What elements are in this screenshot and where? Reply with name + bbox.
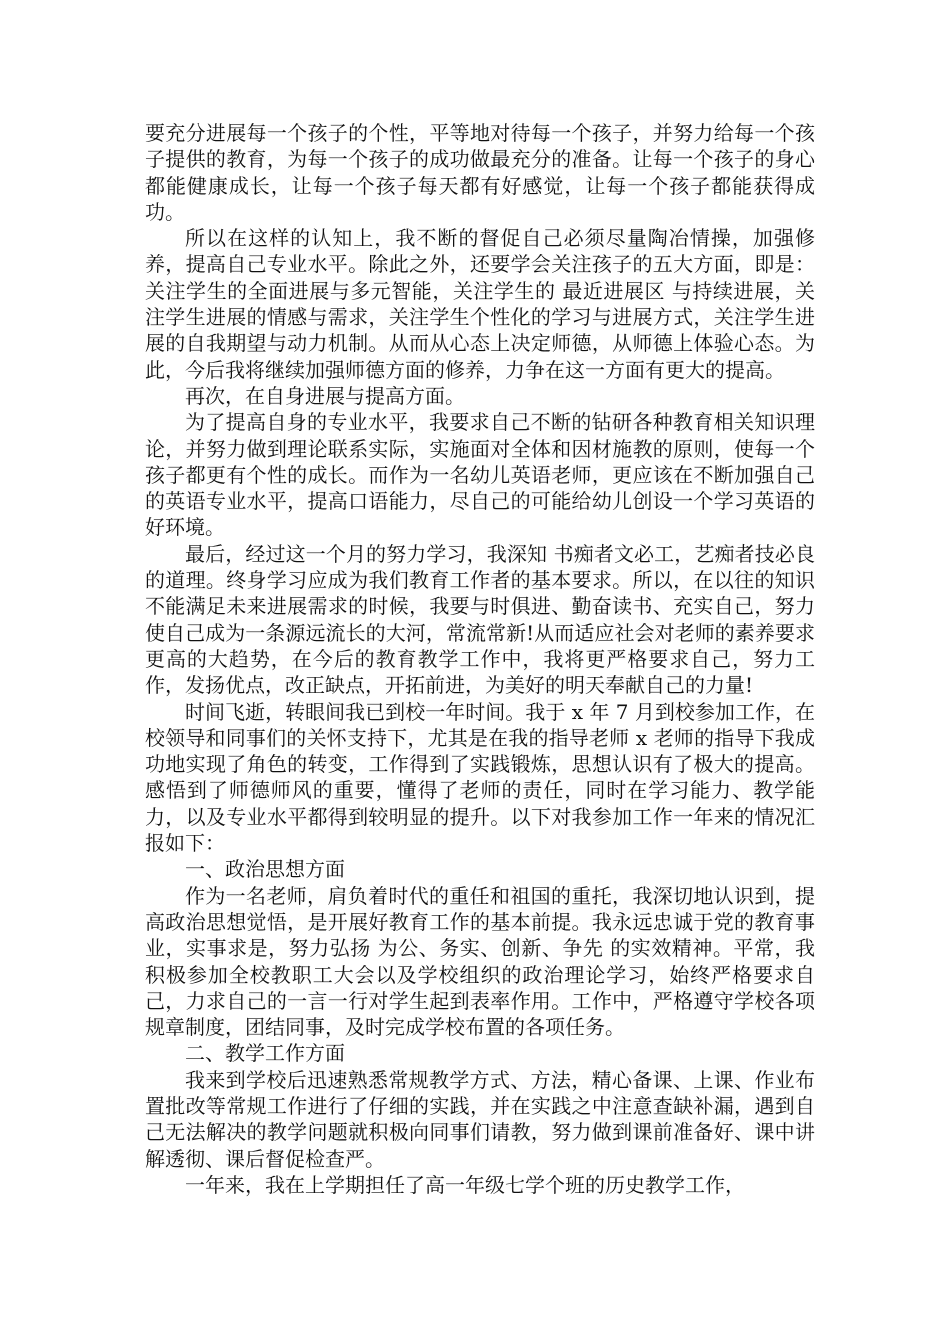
paragraph-8: 我来到学校后迅速熟悉常规教学方式、方法，精心备课、上课、作业布置批改等常规工作进行了仔细的实践，并在实践之中注意查缺补漏，遇到自己无法解决的教学问题就积极向同事们请教，努力做到课前准备好、课中讲解透彻、课后督促检查严。 [145,1067,815,1171]
section-heading-teaching: 二、教学工作方面 [185,1041,345,1066]
paragraph-2: 所以在这样的认知上，我不断的督促自己必须尽量陶冶情操，加强修养，提高自己专业水平。除此之外，还要学会关注孩子的五大方面，即是：关注学生的全面进展与多元智能，关注学生的 最近进展区 与持续进展，关注学生进展的情感与需求，关注学生个性化的学习与进展方式，关注学生进展的自我期望与动力机制。从而从心态上决定师德，从师德上体验心态。为此，今后我将继续加强师德方面的修养，力争在这一方面有更大的提高。 [145,226,815,382]
document-page [145,120,815,1198]
paragraph-7: 作为一名老师，肩负着时代的重任和祖国的重托，我深切地认识到，提高政治思想觉悟，是开展好教育工作的基本前提。我永远忠诚于党的教育事业，实事求是，努力弘扬 为公、务实、创新、争先 的实效精神。平常，我积极参加全校教职工大会以及学校组织的政治理论学习，始终严格要求自己，力求自己的一言一行对学生起到表率作用。工作中，严格遵守学校各项规章制度，团结同事，及时完成学校布置的各项任务。 [145,883,815,1040]
paragraph-9: 一年来，我在上学期担任了高一年级七学个班的历史教学工作， [185,1172,745,1197]
paragraph-1: 要充分进展每一个孩子的个性，平等地对待每一个孩子，并努力给每一个孩子提供的教育，为每一个孩子的成功做最充分的准备。让每一个孩子的身心都能健康成长，让每一个孩子每天都有好感觉，让每一个孩子都能获得成功。 [145,121,815,224]
paragraph-3: 再次，在自身进展与提高方面。 [185,383,465,408]
paragraph-6: 时间飞逝，转眼间我已到校一年时间。我于 x 年 7 月到校参加工作，在校领导和同事们的关怀支持下，尤其是在我的指导老师 x 老师的指导下我成功地实现了角色的转变，工作得到了实践锻炼，思想认识有了极大的提高。感悟到了师德师风的重要，懂得了老师的责任，同时在学习能力、教学能力，以及专业水平都得到较明显的提升。以下对我参加工作一年来的情况汇报如下： [145,699,815,856]
paragraph-5: 最后，经过这一个月的努力学习，我深知 书痴者文必工，艺痴者技必良 的道理。终身学习应成为我们教育工作者的基本要求。所以，在以往的知识不能满足未来进展需求的时候，我要与时俱进、勤奋读书、充实自己，努力使自己成为一条源远流长的大河，常流常新!从而适应社会对老师的素养要求更高的大趋势，在今后的教育教学工作中，我将更严格要求自己，努力工作，发扬优点，改正缺点，开拓前进，为美好的明天奉献自己的力量! [145,541,815,698]
paragraph-4: 为了提高自身的专业水平，我要求自己不断的钻研各种教育相关知识理论，并努力做到理论联系实际，实施面对全体和因材施教的原则，使每一个孩子都更有个性的成长。而作为一名幼儿英语老师，更应该在不断加强自己的英语专业水平，提高口语能力，尽自己的可能给幼儿创设一个学习英语的好环境。 [145,410,815,540]
section-heading-politics: 一、政治思想方面 [185,857,345,882]
